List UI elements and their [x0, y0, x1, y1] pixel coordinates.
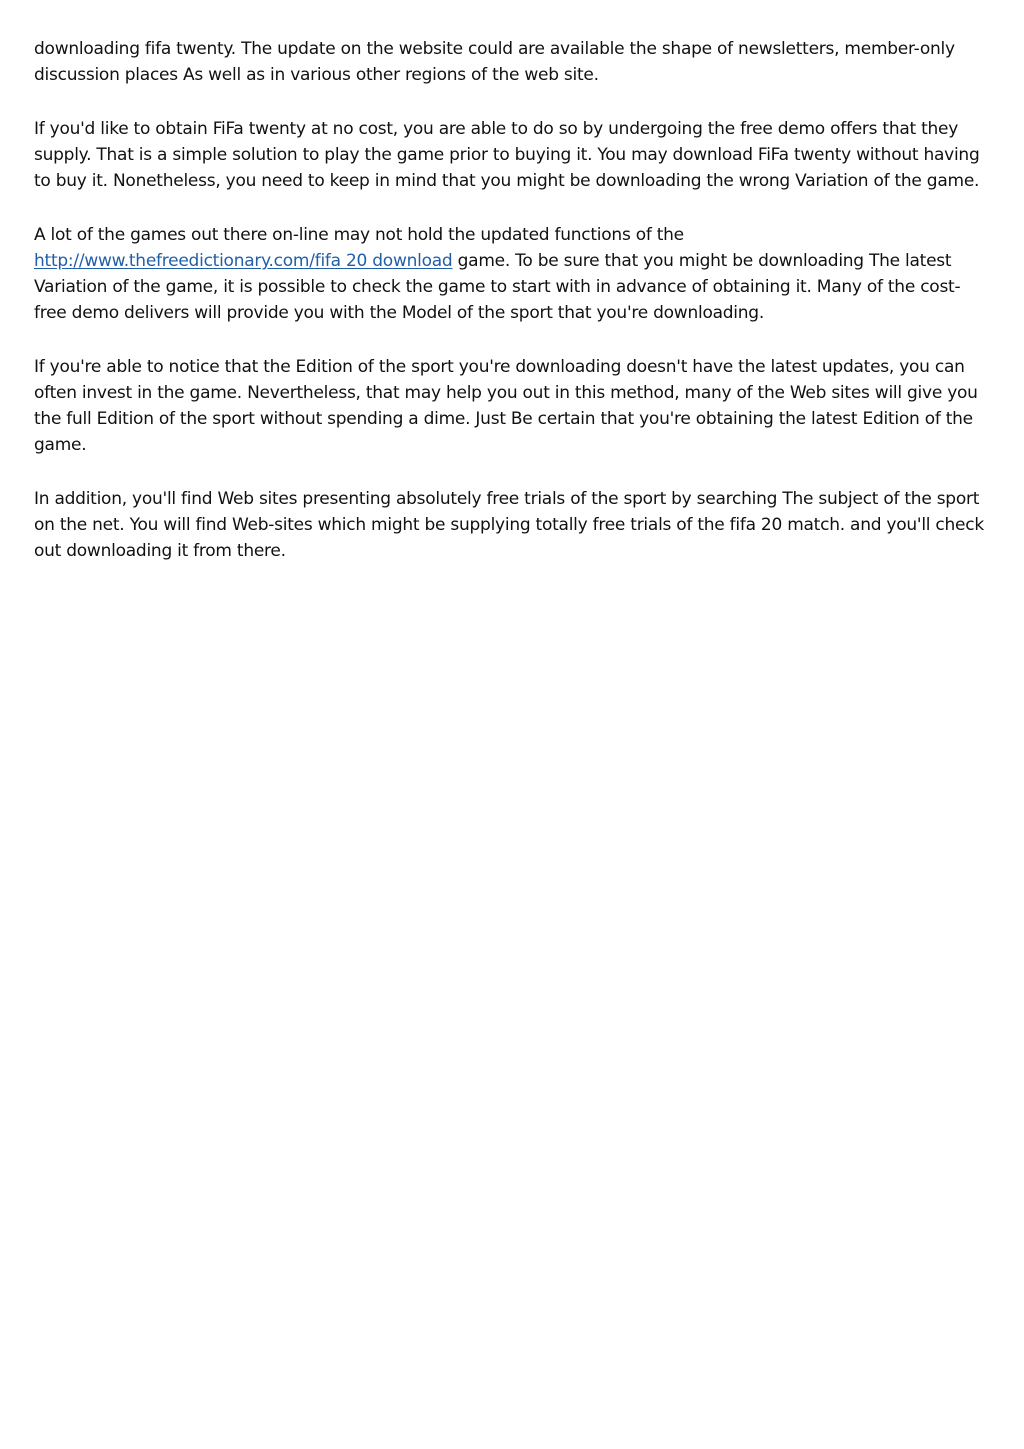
paragraph-1: downloading fifa twenty. The update on the website could are available the shape of newsletters, member-only discussion places As well as in various other regions of the web site. [34, 39, 955, 85]
document-body [34, 36, 992, 592]
paragraph-3-trailing-text: game. To be sure that you might be downloading The latest Variation of the game, it is possible to check the game to start with in advance of obtaining it. Many of the cost-free demo delivers will provide you with the Model of the sport that you're downloading. [34, 251, 961, 323]
paragraph-3-lead-text: A lot of the games out there on-line may not hold the updated functions of the [34, 225, 684, 245]
fifa-download-link[interactable]: http://www.thefreedictionary.com/fifa 20 download [34, 251, 453, 271]
paragraph-2: If you'd like to obtain FiFa twenty at no cost, you are able to do so by undergoing the free demo offers that they supply. That is a simple solution to play the game prior to buying it. You may download FiFa twenty without having to buy it. Nonetheless, you need to keep in mind that you might be downloading the wrong Variation of the game. [34, 119, 980, 191]
paragraph-4: If you're able to notice that the Edition of the sport you're downloading doesn't have the latest updates, you can often invest in the game. Nevertheless, that may help you out in this method, many of the Web sites will give you the full Edition of the sport without spending a dime. Just Be certain that you're obtaining the latest Edition of the game. [34, 357, 978, 455]
paragraph-3 [34, 222, 992, 326]
paragraph-5: In addition, you'll find Web sites presenting absolutely free trials of the sport by searching The subject of the sport on the net. You will find Web-sites which might be supplying totally free trials of the fifa 20 match. and you'll check out downloading it from there. [34, 489, 984, 561]
